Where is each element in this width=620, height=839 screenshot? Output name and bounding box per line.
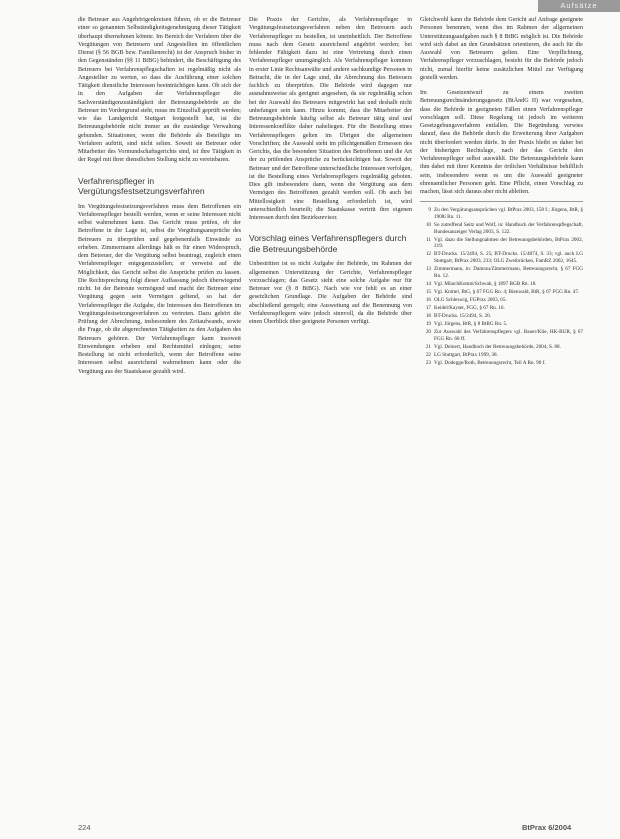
footnote (420, 281, 583, 288)
footnote (420, 207, 583, 220)
footnote-text: Zur Auswahl des Verfahrenspflegers vgl. Bauer/Klie, HK-BUR, § 67 FGG Rn. 60 ff. (434, 329, 583, 342)
footnote-text: Vgl. Deinert, Handbuch der Betreuungsbehörde, 2004, S. 88. (434, 343, 561, 350)
footnote-number: 23 (425, 360, 431, 367)
footnote (420, 266, 583, 279)
footnote-number: 22 (425, 352, 431, 359)
footnote-text: So zutreffend Seitz und Wolf, in: Handbuch der Verfahrenspflegschaft, Bundesanzeiger Verlag 2003, S. 122. (434, 221, 583, 235)
footnote-number: 21 (425, 343, 431, 350)
footnote-number: 13 (425, 266, 431, 272)
footnote-text: Vgl. Jürgens, BtR, § 8 BtBG Rn. 5. (434, 321, 508, 328)
journal-issue: BtPrax 6/2004 (522, 823, 572, 832)
footnote-number: 18 (425, 313, 431, 320)
footnote (420, 305, 583, 312)
footnote-text: Zu den Vergütungsansprüchen vgl. BtPrax 2003, 158 f.; Jürgens, BtR, § 1908i Rn. 11. (434, 207, 583, 220)
footnote (420, 329, 583, 342)
footnote-text: Keidel/Kayser, FGG, § 67 Rn. 16. (434, 304, 505, 311)
footnote-text: Vgl. Knittel, BtG, § 67 FGG Rn. 4; Bienwald, BtR, § 67 FGG Rn. 47. (434, 288, 580, 295)
body-paragraph: Im Gesetzentwurf zu einem zweiten Betreuungsrechtsänderungsgesetz (BtÄndG II) war vorgesehen, dass die Behörde in geeigneten Fällen einen Verfahrenspfleger vorschlagen soll. Diese Regelung ist jedoch im weiteren Gesetzgebungsverfahren entfallen. Die Begründung verwies darauf, dass die Behörde durch die Erweiterung ihrer Aufgaben nicht überfordert werden dürfe. In der Praxis bleibt es daher bei der bisherigen Rechtslage, nach der das Gericht den Verfahrenspfleger selbst auswählt. Die Betreuungsbehörde kann ihm dabei mit ihrer Kenntnis der örtlichen Verhältnisse behilflich sein, insbesondere wenn es um die Auswahl geeigneter ehrenamtlicher Personen geht. Eine Pflicht, einen Vorschlag zu machen, lässt sich daraus aber nicht ableiten. (420, 90, 583, 195)
footnote (420, 313, 583, 320)
footnote-number: 20 (425, 329, 431, 336)
footnote-text: OLG Schleswig, FGPrax 2003, 65. (434, 296, 507, 303)
footnote-number: 19 (425, 321, 431, 328)
footnote (420, 237, 583, 250)
body-paragraph: Im Vergütungsfestsetzungsverfahren muss dem Betroffenen ein Verfahrenspfleger bestellt werden, wenn er seine Interessen nicht selbst wahrnehmen kann. Das Gericht muss prüfen, ob der Betroffene in der Lage ist, selbst die Vergütungsansprüche des Betreuers zu überprüfen und gegebenenfalls Einwände zu erheben. Zimmermann allerdings hält es für einen Widerspruch, dem Betreuer, der die Vergütung selbst beantragt, zugleich einen Verfahrenspfleger entgegenzustellen; er verweist auf die Möglichkeit, das Gericht selbst die Ansprüche prüfen zu lassen. Die Rechtsprechung folgt dieser Auffassung jedoch überwiegend nicht. Ist der Betreute vermögend und macht der Betreuer eine Vergütung gegen sein Vermögen geltend, so hat der Verfahrenspfleger die Aufgabe, die Interessen des Betroffenen im Vergütungsfestsetzungsverfahren zu vertreten. Dazu gehört die Prüfung der Abrechnung, insbesondere des Zeitaufwands, sowie die Frage, ob die abgerechneten Tätigkeiten zu den Aufgaben des Betreuers gehören. Der Verfahrenspfleger kann insoweit Einwendungen erheben und Rechtsmittel einlegen; seine Bestellung ist nicht erforderlich, wenn der Betroffene seine Interessen selbst ausreichend wahrnehmen kann oder die Vergütung aus der Staatskasse gezahlt wird. (78, 203, 241, 375)
footnote-number: 15 (425, 288, 431, 295)
body-paragraph: Die Praxis der Gerichte, als Verfahrenspfleger in Vergütungsfestsetzungsverfahren neben den Betreuern auch Verfahrenspfleger zu bestellen, ist uneinheitlich. Der Betroffene muss nach dem Gesetz ausreichend angehört werden; bei fehlender Fähigkeit dazu ist eine Vertretung durch einen Verfahrenspfleger unumgänglich. Als Verfahrenspfleger kommen in erster Linie Rechtsanwälte und andere sachkundige Personen in Betracht, die in der Lage sind, die Abrechnung des Betreuers fachlich zu überprüfen. Die Behörde wird dagegen nur ausnahmsweise als geeignet angesehen, da sie regelmäßig schon bei der Auswahl des Betreuers mitgewirkt hat und deshalb nicht unbefangen sein kann. Hinzu kommt, dass die Mitarbeiter der Betreuungsbehörde häufig selbst als Betreuer tätig sind und Interessenkonflikte daher naheliegen. Für die Bestellung eines Verfahrenspflegers gelten im Übrigen die allgemeinen Vorschriften; die Auswahl steht im pflichtgemäßen Ermessen des Gerichts, das die besondere Situation des Betroffenen und die Art der zu prüfenden Ansprüche zu berücksichtigen hat. Soweit der Betreuer und der Betroffene unterschiedliche Interessen verfolgen, ist die Bestellung eines Verfahrenspflegers regelmäßig geboten. Dies gilt insbesondere dann, wenn die Vergütung aus dem Vermögen des Betroffenen gezahlt werden soll. Ob auch bei Mittellosigkeit eine Bestellung erforderlich ist, wird unterschiedlich beurteilt; die Staatskasse vertritt ihre eigenen Interessen durch den Bezirksrevisor. (249, 17, 412, 221)
footnote-text: Vgl. Dodegge/Roth, Betreuungsrecht, Teil A Rn. 90 f. (434, 360, 546, 367)
footnote-number: 17 (425, 304, 431, 311)
footnote-text: BT-Drucks. 15/2494, S. 20. (434, 313, 492, 320)
footnote (420, 289, 583, 296)
column-right (420, 16, 583, 368)
column-middle (249, 16, 412, 329)
footnote-number: 10 (425, 221, 431, 228)
footnote-divider (420, 201, 583, 202)
footnote-text: Zimmermann, in: Damrau/Zimmermann, Betreuungsrecht, § 67 FGG Rn. 12. (434, 266, 583, 279)
section-tab: Aufsätze (538, 0, 620, 12)
column-left (78, 16, 241, 379)
section-heading: Vorschlag eines Verfahrenspflegers durch die Betreuungsbehörde (249, 233, 407, 254)
footnote (420, 297, 583, 304)
body-paragraph: Unbestritten ist es nicht Aufgabe der Behörde, im Rahmen der allgemeinen Unterstützung der Gerichte, Verfahrenspfleger vorzuschlagen; das Gesetz sieht eine solche Aufgabe nur für Betreuer vor (§ 8 BtBG). Nach wie vor fehlt es an einer gesetzlichen Grundlage. Die Aufgaben der Behörde sind abschließend geregelt; eine Ausweitung auf die Benennung von Verfahrenspflegern wäre jedoch sinnvoll, da die Behörde über einen Überblick über geeignete Personen verfügt. (249, 261, 412, 325)
footnote (420, 352, 583, 359)
body-paragraph: die Betreuer aus Angehörigenkreisen führen, ob er die Betreuer einer so genannten Selbständigkeitsgenehmigung dieser Tätigkeit überhaupt übernehmen könnte. Im Bereich der Verfahren über die Vergütungen von Betreuern und Angestellten im öffentlichen Dienst (§ 56 BGB bzw. Familienrecht) ist der Anspruch bisher in den Gegenständen (§§ 11 BtBG) behindert, die Beschäftigung des Betreuers bei Verfahrenspflegschaften ist regelmäßig nicht als Angestellter zu werten, so dass die Ausführung einer solchen Tätigkeit dienstliche Interessen beeinträchtigen kann. Ob sich der in den Aufgaben der Verfahrenspfleger die Sachverständigenzuständigkeit der Betreuungsbehörde an die Betreuer im Vordergrund steht, muss im Einzelfall geprüft werden; wie das Landgericht Stuttgart festgestellt hat, ist die Betreuungsbehörde nicht immer an die zuständige Verwaltung gebunden. Situationen, wenn die Behörde als Beteiligte im Verfahren auftritt, sind nicht selten. Soweit sie Betreuer oder Mitarbeiter des Vormundschaftsgerichts sind, ist ihre Tätigkeit in der Regel mit ihrer dienstlichen Stellung nicht zu vereinbaren. (78, 17, 241, 164)
footnote-number: 14 (425, 280, 431, 287)
footnote (420, 344, 583, 351)
footnote-number: 11 (426, 236, 431, 243)
footnote (420, 360, 583, 367)
footnote-text: Vgl. dazu die Stellungnahmen der Betreuungsbehörden, BtPrax 2002, 219. (434, 236, 583, 250)
footnote-number: 12 (425, 251, 431, 258)
body-paragraph: Gleichwohl kann die Behörde dem Gericht auf Anfrage geeignete Personen benennen, wenn dies im Rahmen der allgemeinen Unterstützungsaufgaben nach § 8 BtBG möglich ist. Die Behörde wird sich dabei an den Grundsätzen orientieren, die auch für die Auswahl von Betreuern gelten. Eine Verpflichtung, Verfahrenspfleger vorzuschlagen, besteht für die Behörde jedoch nicht, zumal hierfür keine zusätzlichen Mittel zur Verfügung gestellt werden. (420, 17, 583, 81)
section-heading: Verfahrenspfleger in Vergütungsfestsetzungsverfahren (78, 175, 205, 196)
footnote-number: 16 (425, 296, 431, 303)
footnote-text: BT-Drucks. 15/2494, S. 25; BT-Drucks. 15/4874, S. 33; vgl. auch LG Stuttgart, BtPrax 2003, 233; OLG Zweibrücken, FamRZ 2002, 1645. (434, 251, 583, 264)
footnote-number: 9 (428, 207, 431, 214)
footnote (420, 222, 583, 235)
page-number: 224 (78, 823, 91, 832)
footnote (420, 251, 583, 264)
footnote-text: Vgl. MünchKomm/Schwab, § 1897 BGB Rn. 18. (434, 280, 537, 287)
footnote-text: LG Stuttgart, BtPrax 1999, 38. (434, 352, 498, 359)
footnote (420, 321, 583, 328)
footnote-list (420, 207, 583, 366)
